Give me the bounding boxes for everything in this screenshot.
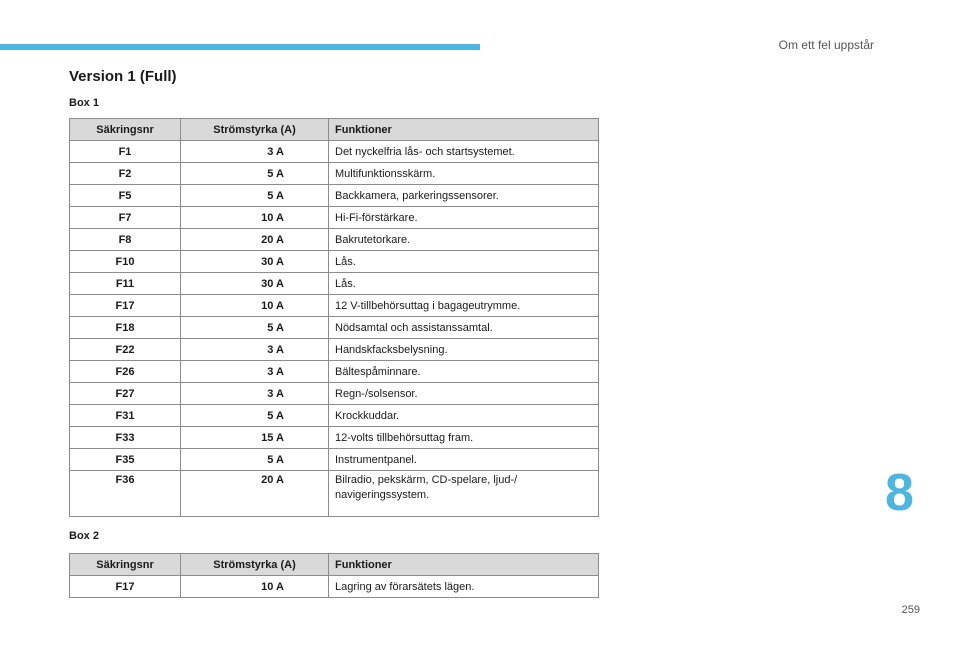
cell-fn: Regn-/solsensor.	[329, 383, 599, 405]
cell-fn: Lagring av förarsätets lägen.	[329, 576, 599, 598]
cell-amp: 10 A	[181, 207, 329, 229]
table-row	[70, 361, 599, 383]
cell-nr: F31	[70, 405, 181, 427]
cell-fn: Det nyckelfria lås- och startsystemet.	[329, 141, 599, 163]
cell-nr: F26	[70, 361, 181, 383]
table-row	[70, 273, 599, 295]
cell-nr: F5	[70, 185, 181, 207]
table-row	[70, 576, 599, 598]
cell-fn: Lås.	[329, 273, 599, 295]
cell-nr: F11	[70, 273, 181, 295]
cell-fn-line2: navigeringssystem.	[335, 489, 430, 501]
cell-amp: 3 A	[181, 141, 329, 163]
cell-nr: F8	[70, 229, 181, 251]
table-row	[70, 251, 599, 273]
cell-amp: 10 A	[181, 576, 329, 598]
cell-fn: 12-volts tillbehörsuttag fram.	[329, 427, 599, 449]
cell-fn: Lås.	[329, 251, 599, 273]
cell-nr: F27	[70, 383, 181, 405]
cell-fn: 12 V-tillbehörsuttag i bagageutrymme.	[329, 295, 599, 317]
column-header-amp: Strömstyrka (A)	[181, 119, 329, 141]
table-row	[70, 405, 599, 427]
cell-amp: 10 A	[181, 295, 329, 317]
cell-amp: 5 A	[181, 405, 329, 427]
table-row	[70, 471, 599, 517]
column-header-nr: Säkringsnr	[70, 119, 181, 141]
table-row	[70, 229, 599, 251]
cell-nr: F10	[70, 251, 181, 273]
cell-nr: F18	[70, 317, 181, 339]
cell-nr: F22	[70, 339, 181, 361]
cell-fn: Krockkuddar.	[329, 405, 599, 427]
page-number: 259	[901, 604, 920, 616]
column-header-nr: Säkringsnr	[70, 554, 181, 576]
cell-amp: 15 A	[181, 427, 329, 449]
box2-label: Box 2	[69, 530, 99, 542]
cell-fn: Multifunktionsskärm.	[329, 163, 599, 185]
table-row	[70, 207, 599, 229]
cell-amp: 3 A	[181, 339, 329, 361]
cell-nr: F17	[70, 295, 181, 317]
cell-nr: F36	[70, 471, 181, 517]
box1-label: Box 1	[69, 97, 99, 109]
cell-nr: F2	[70, 163, 181, 185]
cell-nr: F7	[70, 207, 181, 229]
cell-amp: 20 A	[181, 229, 329, 251]
table-row	[70, 163, 599, 185]
cell-nr: F17	[70, 576, 181, 598]
cell-amp: 3 A	[181, 383, 329, 405]
cell-fn: Backkamera, parkeringssensorer.	[329, 185, 599, 207]
cell-amp: 30 A	[181, 251, 329, 273]
column-header-fn: Funktioner	[329, 554, 599, 576]
cell-fn: Bakrutetorkare.	[329, 229, 599, 251]
cell-fn	[329, 471, 599, 517]
table-header-row	[70, 554, 599, 576]
cell-nr: F33	[70, 427, 181, 449]
cell-amp: 5 A	[181, 163, 329, 185]
column-header-amp: Strömstyrka (A)	[181, 554, 329, 576]
cell-amp: 30 A	[181, 273, 329, 295]
cell-fn: Hi-Fi-förstärkare.	[329, 207, 599, 229]
column-header-fn: Funktioner	[329, 119, 599, 141]
table-row	[70, 295, 599, 317]
cell-nr: F1	[70, 141, 181, 163]
table-row	[70, 141, 599, 163]
cell-fn: Nödsamtal och assistanssamtal.	[329, 317, 599, 339]
cell-fn: Instrumentpanel.	[329, 449, 599, 471]
cell-fn: Handskfacksbelysning.	[329, 339, 599, 361]
table-row	[70, 339, 599, 361]
box1-table	[69, 118, 599, 517]
section-title: Version 1 (Full)	[69, 68, 177, 85]
table-header-row	[70, 119, 599, 141]
table-row	[70, 449, 599, 471]
cell-amp: 5 A	[181, 317, 329, 339]
cell-fn: Bältespåminnare.	[329, 361, 599, 383]
table-row	[70, 383, 599, 405]
cell-amp: 5 A	[181, 185, 329, 207]
running-head: Om ett fel uppstår	[778, 38, 874, 52]
cell-fn-line1: Bilradio, pekskärm, CD-spelare, ljud-/	[335, 474, 518, 486]
cell-amp: 20 A	[181, 471, 329, 517]
cell-nr: F35	[70, 449, 181, 471]
box2-table	[69, 553, 599, 598]
table-row	[70, 185, 599, 207]
chapter-number: 8	[885, 464, 914, 522]
table-row	[70, 427, 599, 449]
table-row	[70, 317, 599, 339]
cell-amp: 5 A	[181, 449, 329, 471]
cell-amp: 3 A	[181, 361, 329, 383]
